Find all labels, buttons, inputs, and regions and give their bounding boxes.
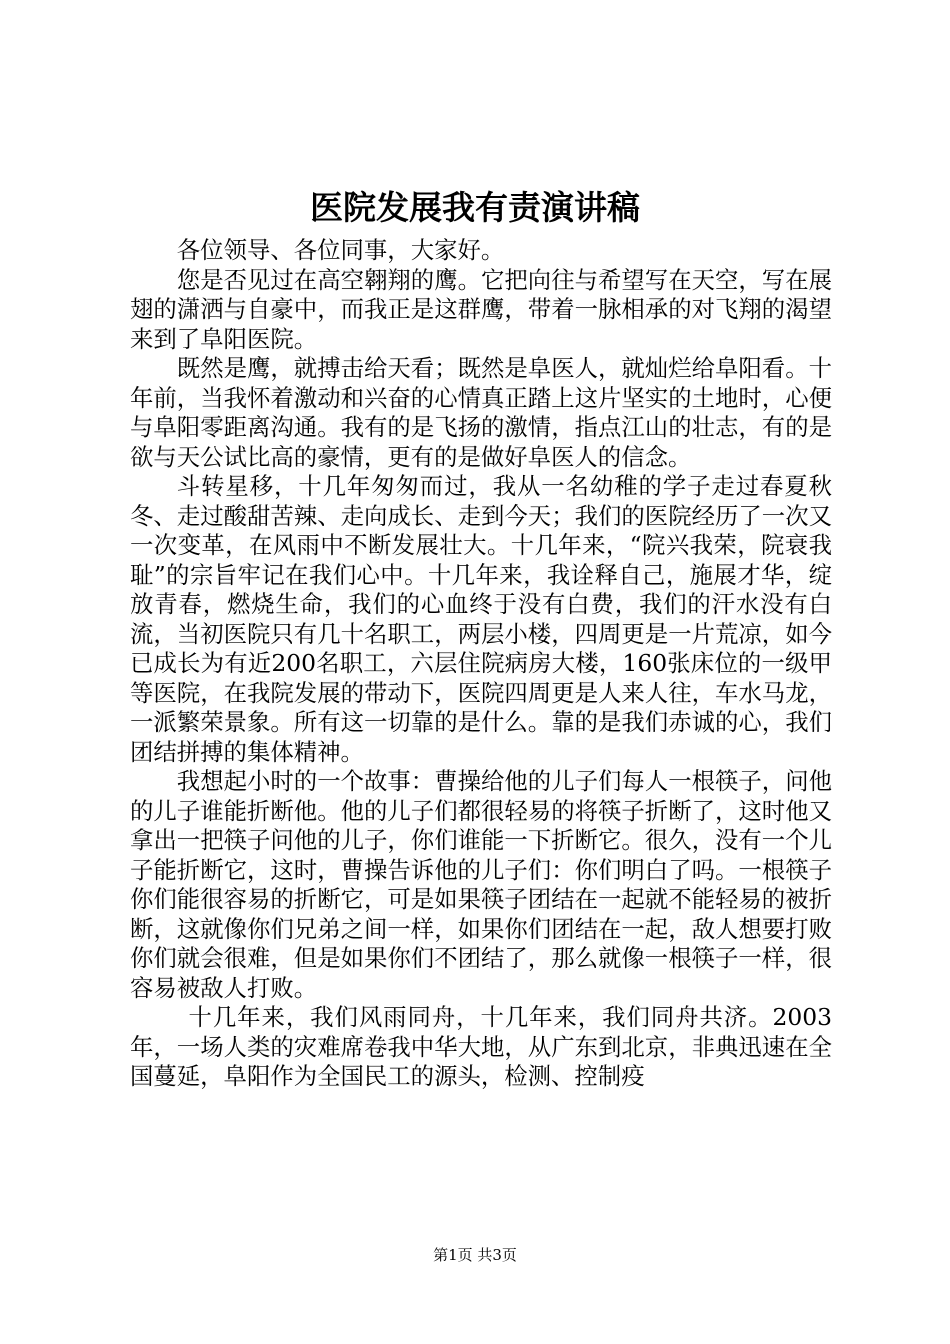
document-body: [130, 236, 832, 1092]
paragraph-fuyang: 既然是鹰，就搏击给天看；既然是阜医人，就灿烂给阜阳看。十年前，当我怀着激动和兴奋的心情真正踏上这片坚实的土地时，心便与阜阳零距离沟通。我有的是飞扬的激情，指点江山的壮志，有的是欲与天公试比高的豪情，更有的是做好阜医人的信念。: [130, 354, 832, 471]
paragraph-chopsticks-story: 我想起小时的一个故事：曹操给他的儿子们每人一根筷子，问他的儿子谁能折断他。他的儿子们都很轻易的将筷子折断了，这时他又拿出一把筷子问他的儿子，你们谁能一下折断它。很久，没有一个儿子能折断它，这时，曹操告诉他的儿子们：你们明白了吗。一根筷子你们能很容易的折断它，可是如果筷子团结在一起就不能轻易的被折断，这就像你们兄弟之间一样，如果你们团结在一起，敌人想要打败你们就会很难，但是如果你们不团结了，那么就像一根筷子一样，很容易被敌人打败。: [130, 767, 832, 1002]
page-number-footer: 第1页 共3页: [433, 1246, 517, 1264]
document-title: 医院发展我有责演讲稿: [310, 188, 640, 227]
paragraph-2003: 十几年来，我们风雨同舟，十几年来，我们同舟共济。2003年，一场人类的灾难席卷我中华大地，从广东到北京，非典迅速在全国蔓延，阜阳作为全国民工的源头，检测、控制疫: [130, 1003, 832, 1090]
paragraph-growth: 斗转星移，十几年匆匆而过，我从一名幼稚的学子走过春夏秋冬、走过酸甜苦辣、走向成长、走到今天；我们的医院经历了一次又一次变革，在风雨中不断发展壮大。十几年来，“院兴我荣，院衰我耻”的宗旨牢记在我们心中。十几年来，我诠释自己，施展才华，绽放青春，燃烧生命，我们的心血终于没有白费，我们的汗水没有白流，当初医院只有几十名职工，两层小楼，四周更是一片荒凉，如今已成长为有近200名职工，六层住院病房大楼，160张床位的一级甲等医院，在我院发展的带动下，医院四周更是人来人往，车水马龙，一派繁荣景象。所有这一切靠的是什么。靠的是我们赤诚的心，我们团结拼搏的集体精神。: [130, 472, 832, 766]
paragraph-greeting: 各位领导、各位同事，大家好。: [176, 236, 505, 264]
paragraph-eagle: 您是否见过在高空翱翔的鹰。它把向往与希望写在天空，写在展翅的潇洒与自豪中，而我正是这群鹰，带着一脉相承的对飞翔的渴望来到了阜阳医院。: [130, 265, 832, 353]
